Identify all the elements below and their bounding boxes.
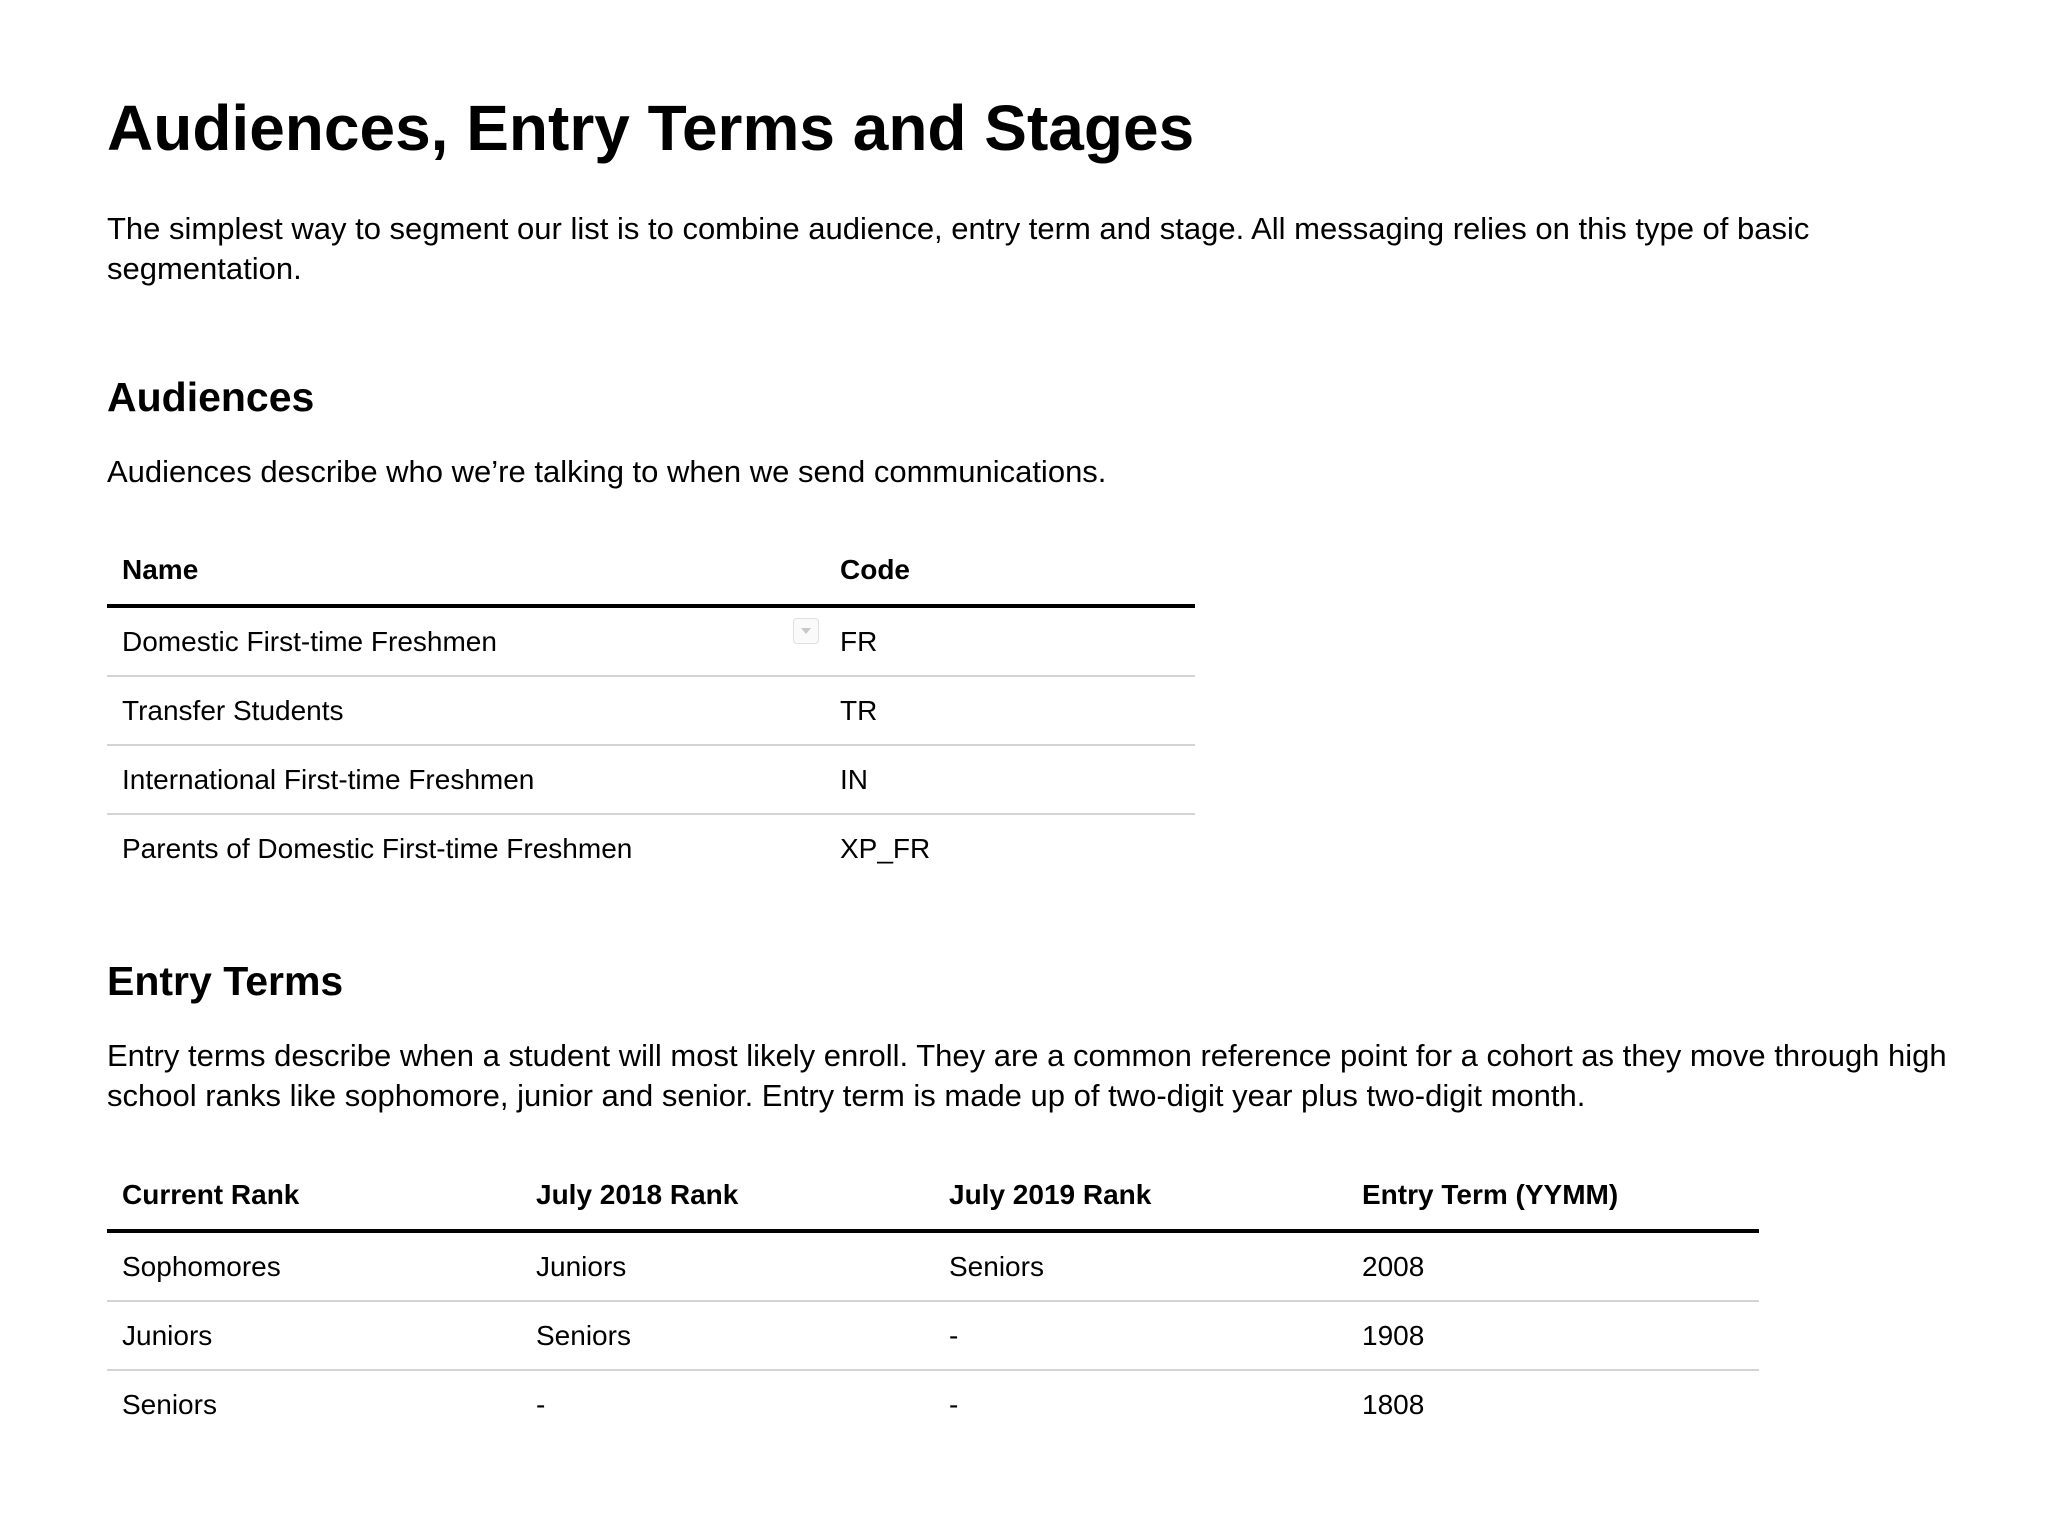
audience-code-cell: XP_FR: [824, 814, 1195, 882]
audience-name: Domestic First-time Freshmen: [122, 625, 497, 657]
current-rank-cell: Sophomores: [107, 1231, 520, 1301]
audience-name-cell: International First-time Freshmen: [107, 745, 824, 814]
july-2018-rank-cell: -: [520, 1370, 933, 1438]
table-row: [107, 676, 1195, 745]
current-rank-cell: Seniors: [122, 1388, 217, 1420]
table-row: [107, 606, 1195, 676]
table-row: [107, 1370, 1759, 1438]
entry-terms-table: [107, 1160, 1759, 1438]
current-rank-cell: Juniors: [107, 1301, 520, 1370]
entry-term-cell: 1908: [1346, 1301, 1759, 1370]
july-2019-rank-cell: -: [933, 1301, 1346, 1370]
table-row: [107, 814, 1195, 882]
audience-code-cell: TR: [824, 676, 1195, 745]
july-2018-rank-cell: Seniors: [520, 1301, 933, 1370]
entry-term-cell: 1808: [1346, 1370, 1759, 1438]
column-header-code: Code: [824, 535, 1195, 606]
july-2018-rank-cell: Juniors: [520, 1231, 933, 1301]
entry-terms-heading: Entry Terms: [107, 958, 344, 1004]
audience-name-cell[interactable]: [107, 606, 824, 676]
column-header-current-rank: Current Rank: [107, 1160, 520, 1231]
audience-code-cell: FR: [824, 606, 1195, 676]
intro-paragraph: The simplest way to segment our list is to combine audience, entry term and stage. All messaging relies on this type of basic segmentation.: [107, 211, 1810, 286]
column-header-name: Name: [107, 535, 824, 606]
table-header-row: [107, 535, 1195, 606]
entry-term-cell: 2008: [1346, 1231, 1759, 1301]
audience-name-cell: Transfer Students: [107, 676, 824, 745]
audiences-heading: Audiences: [107, 374, 315, 420]
audience-code-cell: IN: [824, 745, 1195, 814]
column-header-july-2019-rank: July 2019 Rank: [933, 1160, 1346, 1231]
table-row: [107, 745, 1195, 814]
july-2019-rank-cell: Seniors: [933, 1231, 1346, 1301]
july-2019-rank-cell: -: [933, 1370, 1346, 1438]
chevron-down-icon[interactable]: [793, 618, 819, 644]
table-row: [107, 1231, 1759, 1301]
audiences-description: Audiences describe who we’re talking to when we send communications.: [107, 454, 1107, 489]
table-header-row: [107, 1160, 1759, 1231]
column-header-entry-term: Entry Term (YYMM): [1346, 1160, 1759, 1231]
page-title: Audiences, Entry Terms and Stages: [107, 92, 1195, 164]
column-header-july-2018-rank: July 2018 Rank: [520, 1160, 933, 1231]
audience-name-cell: Parents of Domestic First-time Freshmen: [122, 832, 633, 864]
audiences-table: [107, 535, 1195, 882]
table-row: [107, 1301, 1759, 1370]
entry-terms-description: Entry terms describe when a student will most likely enroll. They are a common reference point for a cohort as they move through high school ranks like sophomore, junior and senior. Entry term is made up of two-digit year plus two-digit month.: [107, 1038, 1947, 1113]
